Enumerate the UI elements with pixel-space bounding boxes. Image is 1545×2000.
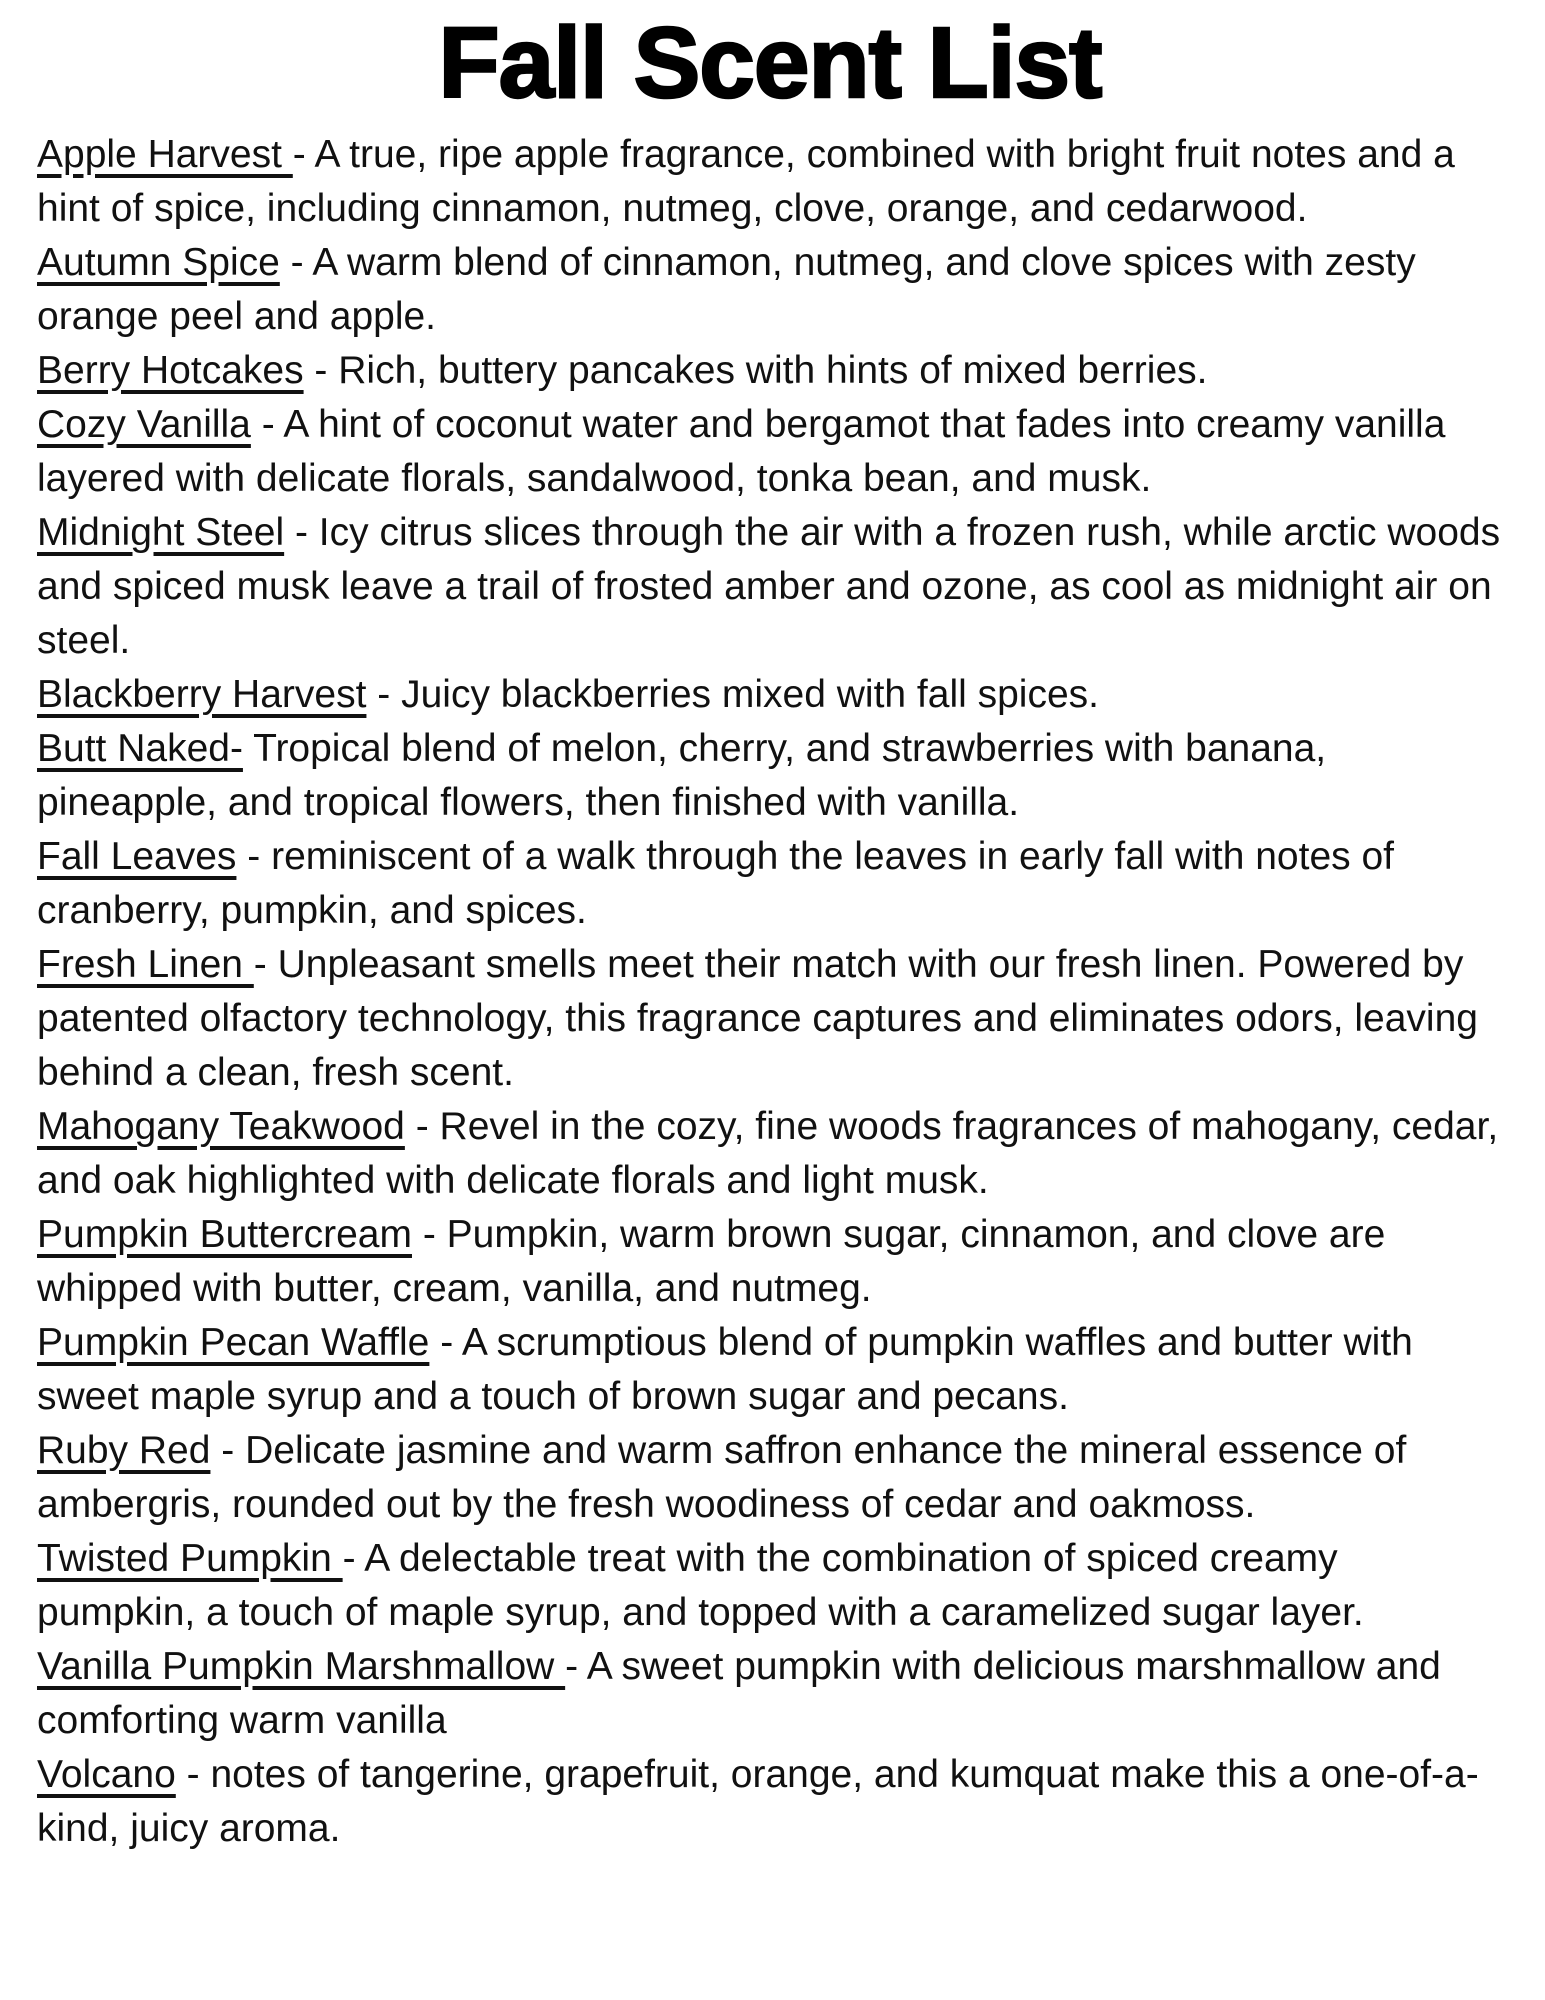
scent-entry <box>37 722 1503 830</box>
scent-description: - A scrumptious blend of pumpkin waffles and butter with sweet maple syrup and a touch of brown sugar and pecans. <box>37 1321 1424 1418</box>
scent-entry <box>37 1100 1510 1208</box>
scent-list <box>37 128 1511 1856</box>
scent-name: Pumpkin Buttercream <box>37 1213 412 1256</box>
scent-description: - Pumpkin, warm brown sugar, cinnamon, and clove are whipped with butter, cream, vanilla, and nutmeg. <box>37 1213 1397 1310</box>
scent-entry <box>37 236 1503 344</box>
scent-entry <box>37 506 1511 668</box>
scent-description: - Icy citrus slices through the air with a frozen rush, while arctic woods and spiced musk leave a trail of frosted amber and ozone, as cool as midnight air on steel. <box>37 511 1511 662</box>
scent-entry <box>37 1208 1503 1316</box>
scent-name: Ruby Red <box>37 1429 211 1472</box>
scent-name: Volcano <box>37 1753 176 1796</box>
scent-name: Blackberry Harvest <box>37 673 367 716</box>
scent-name: Cozy Vanilla <box>37 403 251 446</box>
scent-description: - notes of tangerine, grapefruit, orange, and kumquat make this a one-of-a-kind, juicy aroma. <box>37 1753 1479 1850</box>
scent-entry <box>37 938 1503 1100</box>
scent-description: - Revel in the cozy, fine woods fragrances of mahogany, cedar, and oak highlighted with delicate florals and light musk. <box>37 1105 1510 1202</box>
scent-name: Pumpkin Pecan Waffle <box>37 1321 430 1364</box>
scent-entry <box>37 344 1503 398</box>
scent-description: - A warm blend of cinnamon, nutmeg, and clove spices with zesty orange peel and apple. <box>37 241 1427 338</box>
scent-name: Berry Hotcakes <box>37 349 304 392</box>
scent-entry <box>37 1748 1503 1856</box>
page-title: Fall Scent List <box>438 7 1102 119</box>
scent-entry <box>37 398 1503 506</box>
scent-entry <box>37 1640 1503 1748</box>
scent-name: Mahogany Teakwood <box>37 1105 405 1148</box>
scent-description: Tropical blend of melon, cherry, and strawberries with banana, pineapple, and tropical flowers, then finished with vanilla. <box>37 727 1337 824</box>
scent-description: - A delectable treat with the combination of spiced creamy pumpkin, a touch of maple syrup, and topped with a caramelized sugar layer. <box>37 1537 1364 1634</box>
scent-name: Butt Naked- <box>37 727 243 770</box>
scent-name: Vanilla Pumpkin Marshmallow <box>37 1645 566 1688</box>
scent-entry <box>37 1424 1503 1532</box>
scent-description: - A hint of coconut water and bergamot that fades into creamy vanilla layered with delicate florals, sandalwood, tonka bean, and musk. <box>37 403 1457 500</box>
scent-entry <box>37 1532 1503 1640</box>
scent-description: - Delicate jasmine and warm saffron enhance the mineral essence of ambergris, rounded out by the fresh woodiness of cedar and oakmoss. <box>37 1429 1418 1526</box>
scent-entry <box>37 1316 1503 1424</box>
scent-description: - A sweet pumpkin with delicious marshmallow and comforting warm vanilla <box>37 1645 1452 1742</box>
scent-name: Twisted Pumpkin <box>37 1537 343 1580</box>
scent-entry <box>37 830 1503 938</box>
scent-description: - Juicy blackberries mixed with fall spices. <box>366 673 1100 716</box>
scent-entry <box>37 668 1503 722</box>
scent-description: - reminiscent of a walk through the leaves in early fall with notes of cranberry, pumpkin, and spices. <box>37 835 1405 932</box>
scent-name: Fresh Linen <box>37 943 254 986</box>
scent-name: Midnight Steel <box>37 511 285 554</box>
scent-description: - Unpleasant smells meet their match with our fresh linen. Powered by patented olfactory technology, this fragrance captures and eliminates odors, leaving behind a clean, fresh scent. <box>37 943 1489 1094</box>
scent-description: - Rich, buttery pancakes with hints of mixed berries. <box>303 349 1208 392</box>
scent-entry <box>37 128 1503 236</box>
scent-name: Fall Leaves <box>37 835 237 878</box>
scent-name: Autumn Spice <box>37 241 280 284</box>
scent-name: Apple Harvest <box>37 133 293 176</box>
scent-description: - A true, ripe apple fragrance, combined with bright fruit notes and a hint of spice, including cinnamon, nutmeg, clove, orange, and cedarwood. <box>37 133 1466 230</box>
